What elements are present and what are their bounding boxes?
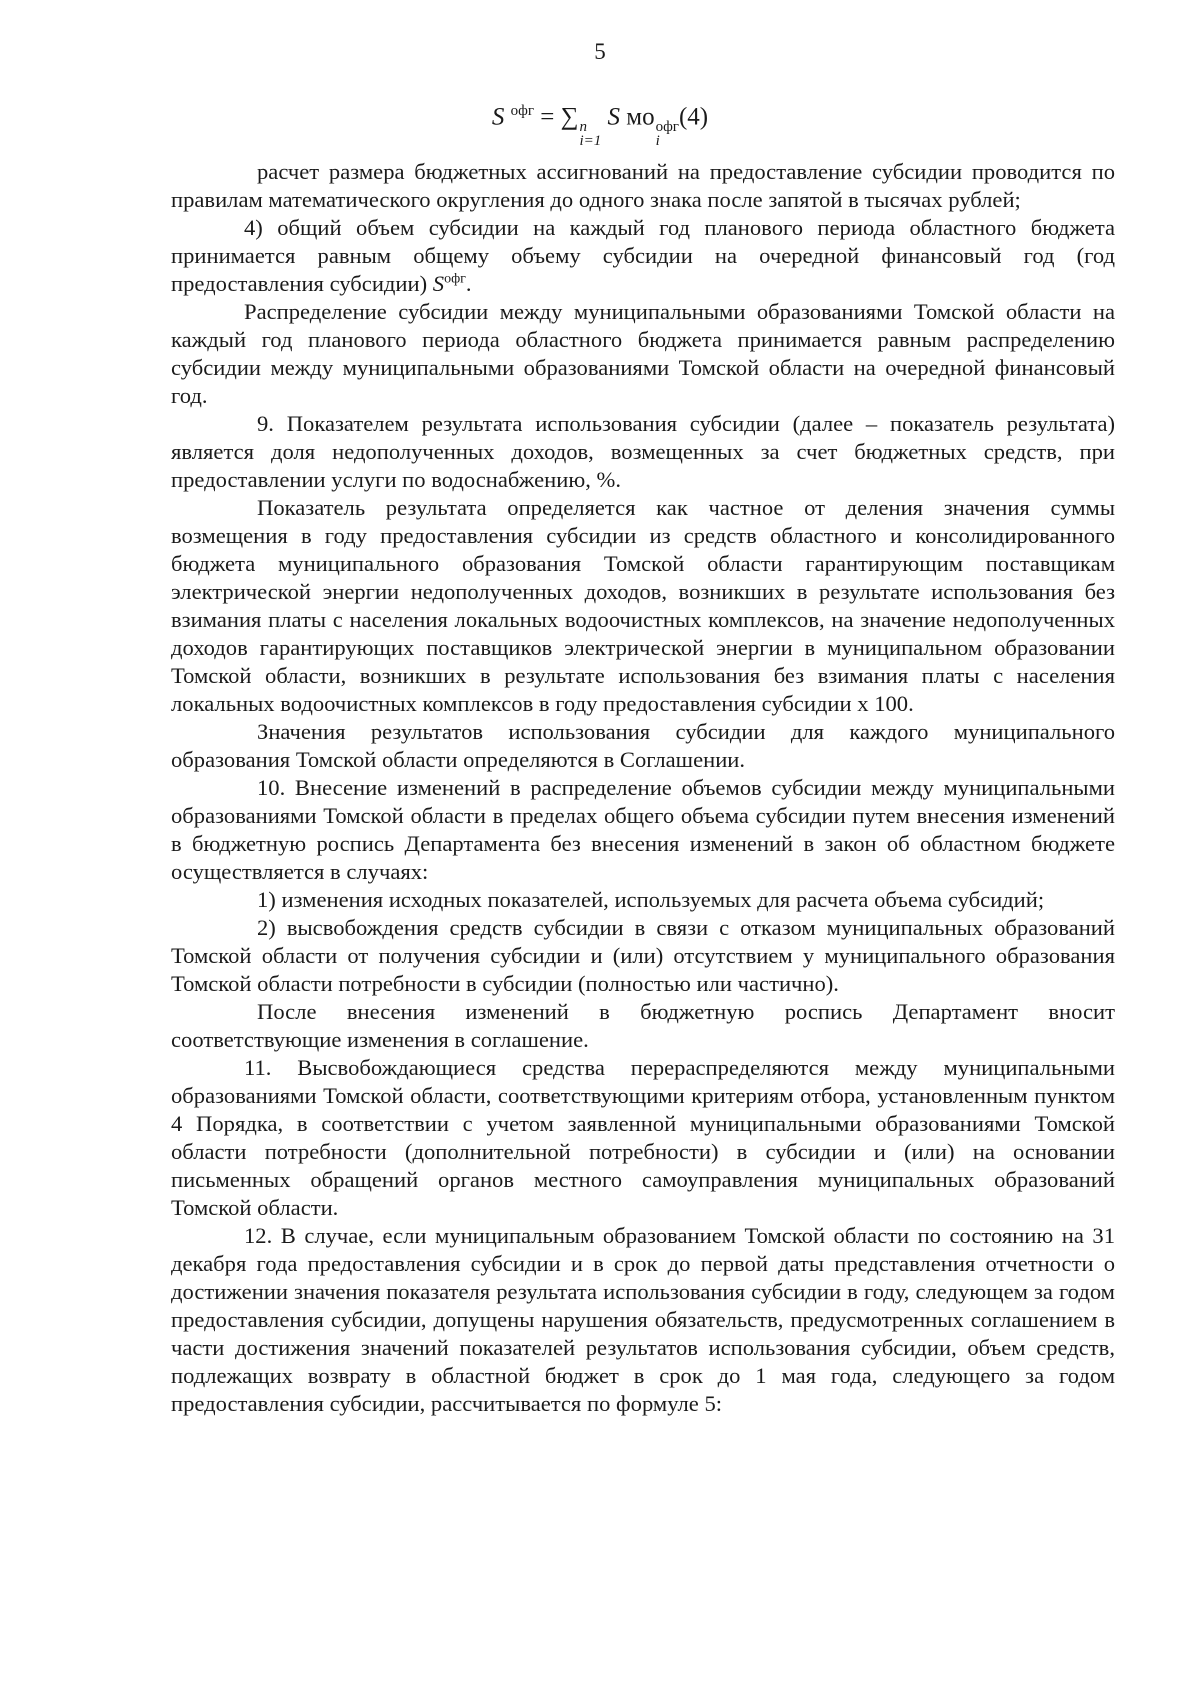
page-number: 5 xyxy=(594,39,606,64)
formula-number: (4) xyxy=(678,103,709,131)
formula-4 xyxy=(0,96,1200,148)
formula-term-superscript: офг xyxy=(655,119,679,136)
paragraph: 9. Показателем результата использования субсидии (далее – показатель результата) является доля недополученных доходов, возмещенных за счет бюджетных средств, при предоставлении услуги по водоснабжению, %. xyxy=(171,411,1115,492)
formula-lhs-superscript: офг xyxy=(510,103,535,119)
paragraph: Значения результатов использования субсидии для каждого муниципального образования Томской области определяются в Соглашении. xyxy=(171,719,1115,772)
formula-sum-limits xyxy=(579,120,601,148)
paragraph: Распределение субсидии между муниципальными образованиями Томской области на каждый год планового периода областного бюджета принимается равным распределению субсидии между муниципальными образованиями Томской области на очередной финансовый год. xyxy=(171,299,1115,408)
formula-term-indices xyxy=(656,120,679,148)
formula-sum-upper: n xyxy=(579,119,587,136)
formula-lhs-symbol: S xyxy=(491,103,505,131)
formula-sum-sign: ∑ xyxy=(560,103,579,131)
paragraph: расчет размера бюджетных ассигнований на предоставление субсидии проводится по правилам математического округления до одного знака после запятой в тысячах рублей; xyxy=(171,159,1115,212)
paragraph: 11. Высвобождающиеся средства перераспределяются между муниципальными образованиями Томской области, соответствующими критериям отбора, установленным пунктом 4 Порядка, в соответствии с учетом заявленной муниципальными образованиями Томской области потребности (дополнительной потребности) в субсидии и (или) на основании письменных обращений органов местного самоуправления муниципальных образований Томской области. xyxy=(171,1055,1115,1220)
paragraph: 10. Внесение изменений в распределение объемов субсидии между муниципальными образованиями Томской области в пределах общего объема субсидии путем внесения изменений в бюджетную роспись Департамента без внесения изменений в закон об областном бюджете осуществляется в случаях: xyxy=(171,775,1115,884)
formula-equals: = xyxy=(540,103,555,131)
formula-term-symbol: S xyxy=(607,103,620,131)
formula-term-text: мо xyxy=(626,103,655,131)
paragraph: Показатель результата определяется как частное от деления значения суммы возмещения в году предоставления субсидии из средств областного и консолидированного бюджета муниципального образования Томской области гарантирующим поставщикам электрической энергии недополученных доходов, возникших в результате использования без взимания платы с населения локальных водоочистных комплексов, на значение недополученных доходов гарантирующих поставщиков электрической энергии в муниципальном образовании Томской области, возникших в результате использования без взимания платы с населения локальных водоочистных комплексов в году предоставления субсидии х 100. xyxy=(171,495,1115,716)
inline-formula-superscript: офг xyxy=(444,271,466,287)
paragraph-text: 4) общий объем субсидии на каждый год планового периода областного бюджета принимается равным общему объему субсидии на очередной финансовый год (год предоставления субсидии) xyxy=(171,215,1115,296)
paragraph xyxy=(171,214,1115,298)
paragraph: После внесения изменений в бюджетную роспись Департамент вносит соответствующие изменения в соглашение. xyxy=(171,999,1115,1052)
paragraph: 1) изменения исходных показателей, используемых для расчета объема субсидий; xyxy=(257,887,1045,912)
paragraph: 2) высвобождения средств субсидии в связи с отказом муниципальных образований Томской области от получения субсидии и (или) отсутствием у муниципального образования Томской области потребности в субсидии (полностью или частично). xyxy=(171,915,1115,996)
formula-sum-lower: i=1 xyxy=(579,133,602,150)
document-body xyxy=(171,158,1115,1418)
inline-formula-trailing: . xyxy=(465,271,472,296)
paragraph: 12. В случае, если муниципальным образованием Томской области по состоянию на 31 декабря года предоставления субсидии и в срок до первой даты представления отчетности о достижении значения показателя результата использования субсидии в году, следующем за годом предоставления субсидии, допущены нарушения обязательств, предусмотренных соглашением в части достижения значений показателей результатов использования субсидии, объем средств, подлежащих возврату в областной бюджет в срок до 1 мая года, следующего за годом предоставления субсидии, рассчитывается по формуле 5: xyxy=(171,1223,1115,1416)
inline-formula-symbol: S xyxy=(432,271,445,296)
formula-term-subscript: i xyxy=(655,133,660,150)
